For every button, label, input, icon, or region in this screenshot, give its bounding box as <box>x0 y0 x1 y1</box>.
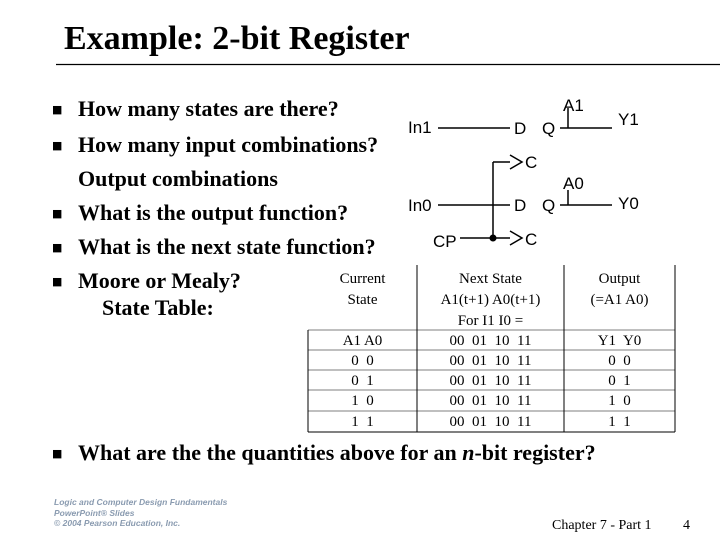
state-table-label: State Table: <box>102 295 214 320</box>
current-state-header: Current State <box>339 271 386 308</box>
current-state-subheader: A1 A0 <box>342 333 383 349</box>
output-subheader: Y1 Y0 <box>597 333 642 349</box>
table-row-output: 0 0 <box>608 353 631 369</box>
output-y0-label: Y0 <box>618 194 639 213</box>
table-row-output: 1 1 <box>608 414 631 430</box>
ff0-q-label: Q <box>542 196 556 215</box>
bullet-marker-icon: ■ <box>52 275 63 288</box>
ff0-d-label: D <box>514 196 527 215</box>
bullet-marker-icon: ■ <box>52 103 63 116</box>
state-a0-label: A0 <box>563 174 584 193</box>
clock-cp-label: CP <box>433 232 457 251</box>
table-row-output: 1 0 <box>608 393 631 409</box>
bullet-marker-icon: ■ <box>52 139 63 152</box>
publisher-logo: Logic and Computer Design Fundamentals PowerPoint® Slides © 2004 Pearson Education, Inc. <box>54 497 228 528</box>
input-in0-label: In0 <box>408 196 432 215</box>
next-state-header: Next State A1(t+1) A0(t+1) For I1 I0 = <box>440 271 541 329</box>
table-row-current: 0 0 <box>351 353 374 369</box>
slide-title: Example: 2-bit Register <box>64 20 410 57</box>
chapter-label: Chapter 7 - Part 1 <box>552 518 652 533</box>
ff1-c-label: C <box>525 153 538 172</box>
bullet-marker-icon: ■ <box>52 447 63 460</box>
output-header: Output (=A1 A0) <box>590 271 649 308</box>
next-state-subheader: 00 01 10 11 <box>449 333 532 349</box>
page-number: 4 <box>683 518 690 533</box>
table-row-next: 00 01 10 11 <box>449 393 532 409</box>
table-row-next: 00 01 10 11 <box>449 373 532 389</box>
ff1-d-label: D <box>514 119 527 138</box>
bullet-marker-icon: ■ <box>52 207 63 220</box>
table-row-output: 0 1 <box>608 373 631 389</box>
table-row-next: 00 01 10 11 <box>449 353 532 369</box>
state-a1-label: A1 <box>563 96 584 115</box>
table-row-next: 00 01 10 11 <box>449 414 532 430</box>
table-row-current: 1 0 <box>351 393 374 409</box>
table-row-current: 0 1 <box>351 373 374 389</box>
bullet-marker-icon: ■ <box>52 241 63 254</box>
output-y1-label: Y1 <box>618 110 639 129</box>
table-row-current: 1 1 <box>351 414 374 430</box>
ff1-q-label: Q <box>542 119 556 138</box>
input-in1-label: In1 <box>408 118 432 137</box>
ff0-c-label: C <box>525 230 538 249</box>
